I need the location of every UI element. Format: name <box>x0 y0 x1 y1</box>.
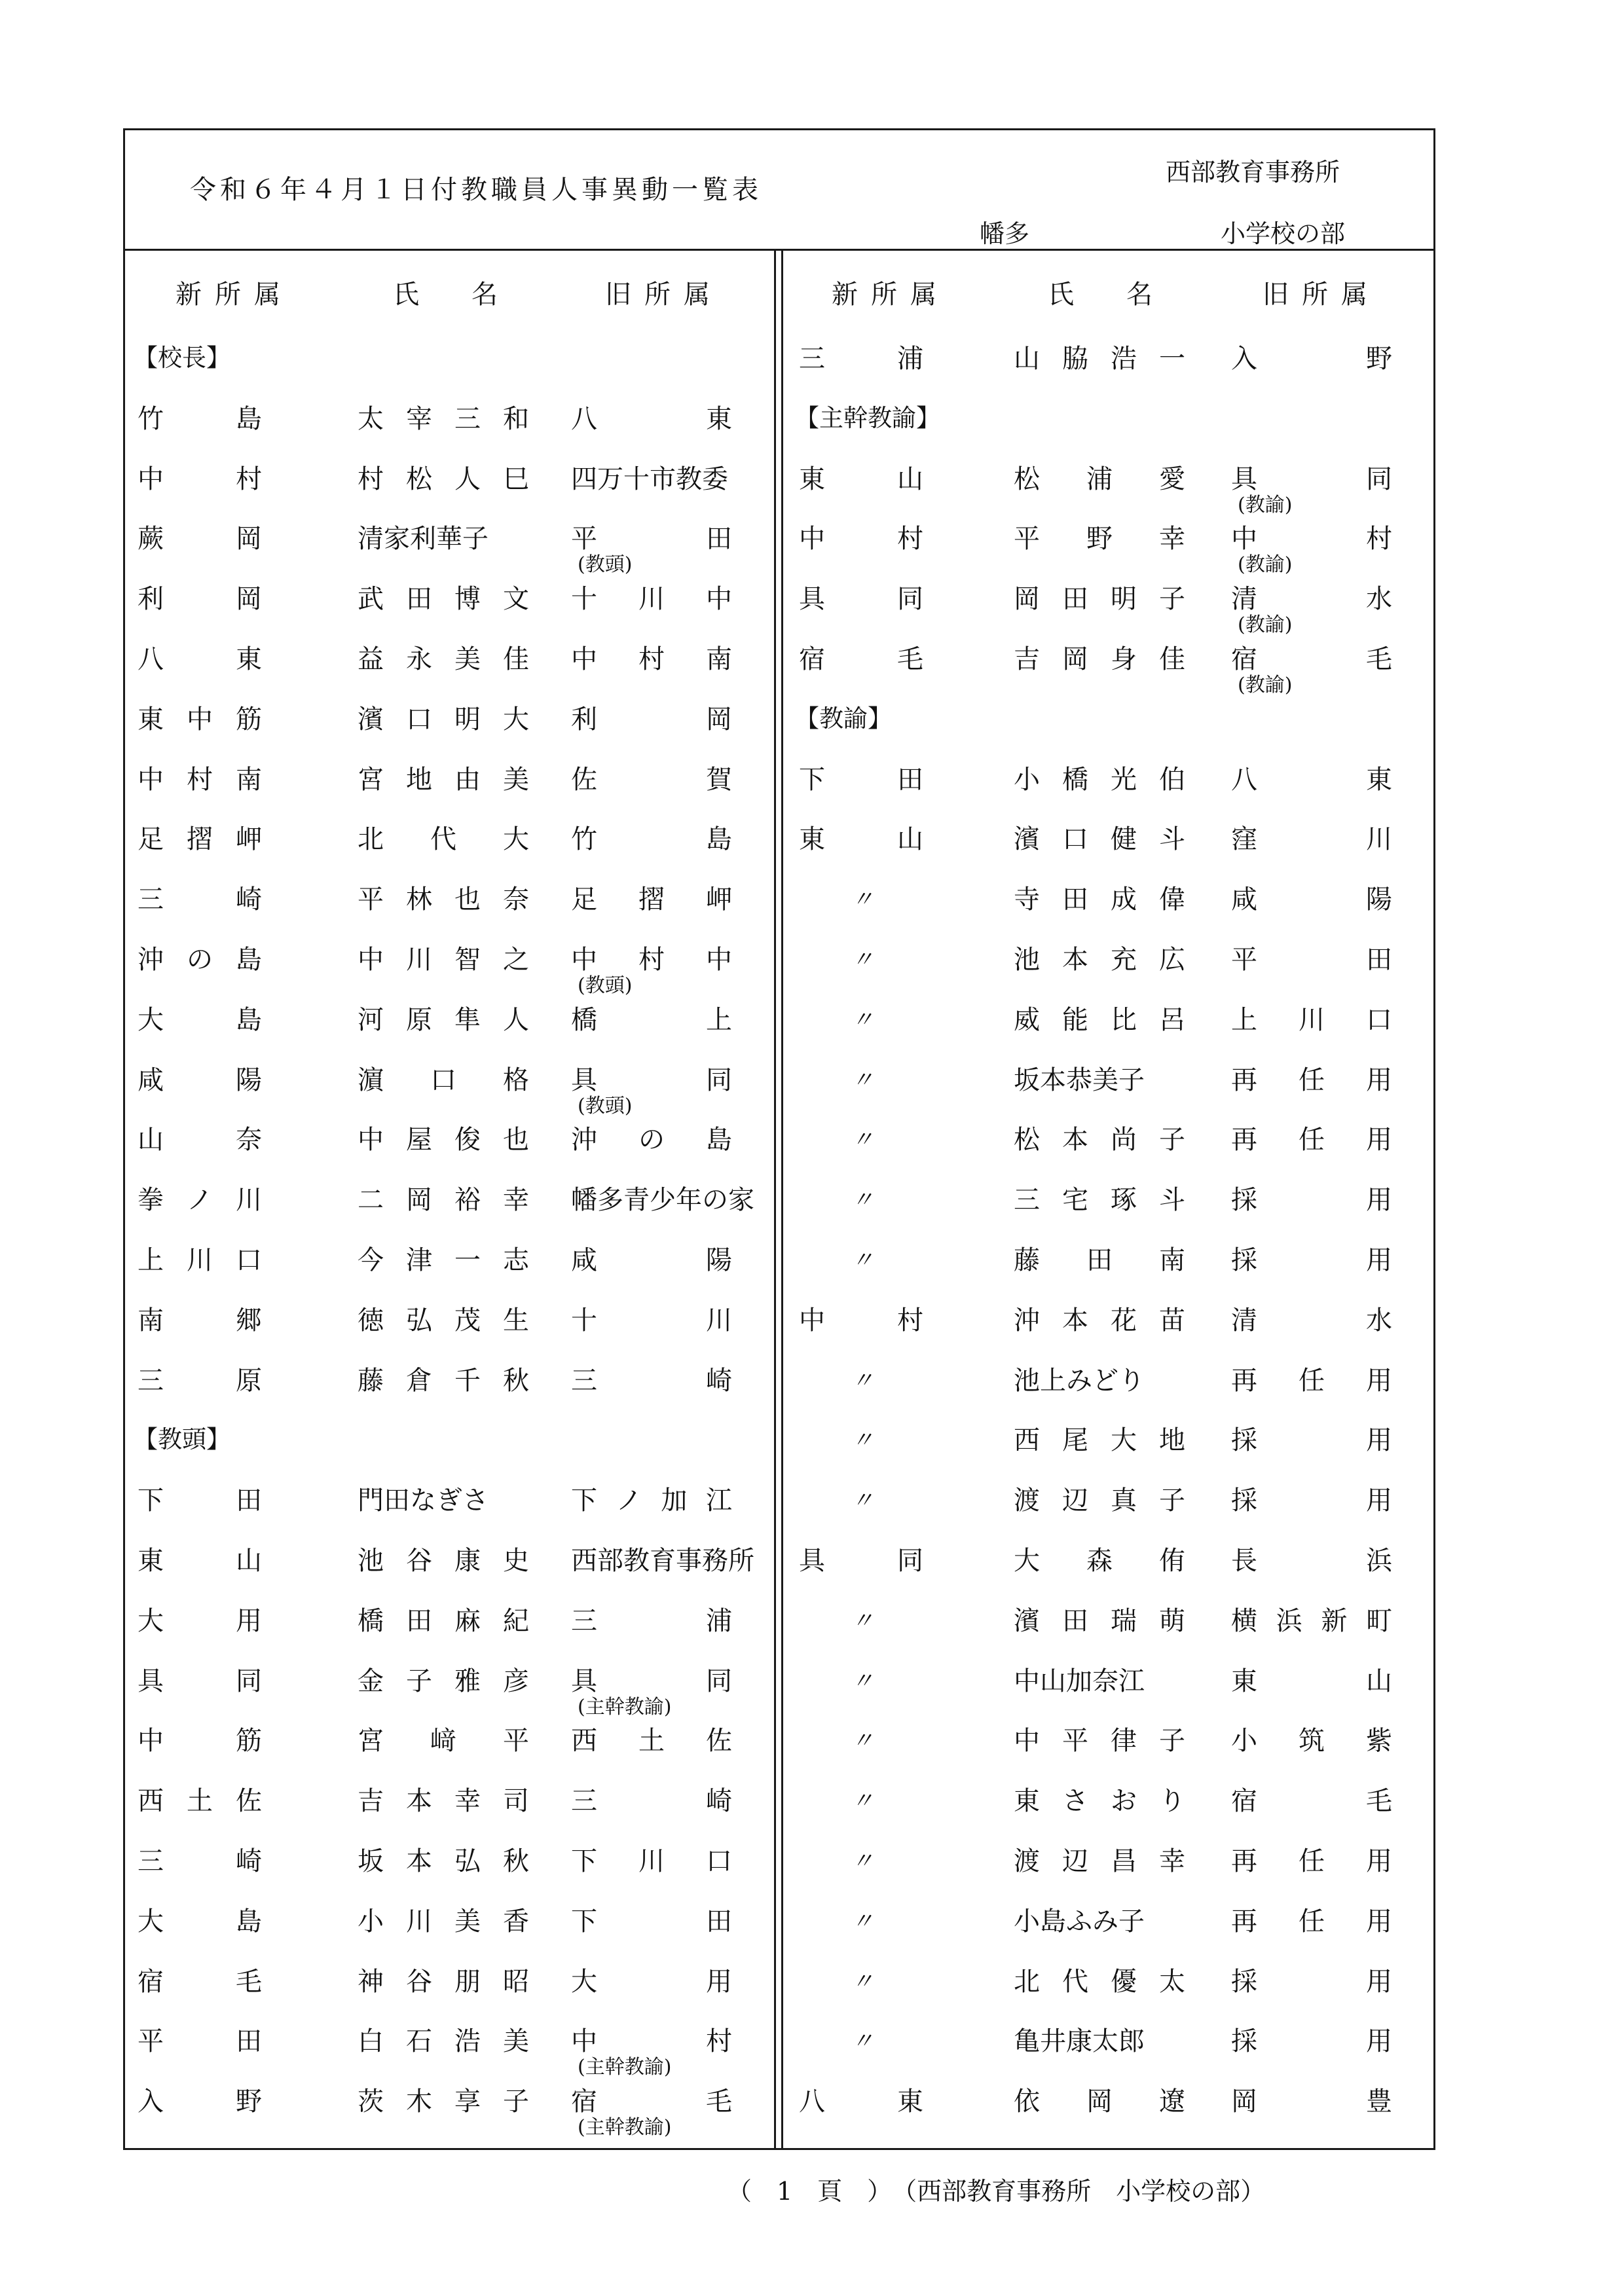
staff-name: 濱 田 瑞 萌 <box>1014 1605 1185 1636</box>
staff-name: 神 谷 朋 昭 <box>358 1966 529 1997</box>
previous-affiliation: 宿 毛 <box>1231 644 1392 674</box>
staff-name: 池上みどり <box>1014 1365 1145 1396</box>
new-affiliation: 竹 島 <box>138 403 262 434</box>
new-affiliation: 〃 <box>851 1247 874 1273</box>
col-header-new: 新所属 <box>832 280 950 310</box>
page-footer: （ 1 頁 ） （西部教育事務所 小学校の部） <box>727 2177 1266 2206</box>
previous-affiliation: 三 浦 <box>571 1605 732 1636</box>
column-divider <box>774 251 776 2150</box>
staff-name: 池 本 充 広 <box>1014 945 1185 975</box>
new-affiliation: 〃 <box>851 1127 874 1154</box>
new-affiliation: 宿 毛 <box>799 644 923 674</box>
staff-name: 東 さ お り <box>1014 1786 1185 1817</box>
new-affiliation: 宿 毛 <box>138 1966 262 1997</box>
col-header-old: 旧所属 <box>1263 280 1380 310</box>
section-heading: 【教頭】 <box>134 1425 231 1454</box>
new-affiliation: 三 浦 <box>799 344 923 374</box>
staff-name: 太 宰 三 和 <box>358 403 529 434</box>
previous-affiliation: 窪 川 <box>1231 824 1392 855</box>
previous-affiliation: 八 東 <box>1231 764 1392 795</box>
staff-name: 大 森 侑 <box>1014 1546 1185 1576</box>
new-affiliation: 平 田 <box>138 2026 262 2057</box>
new-affiliation: 〃 <box>851 1667 874 1694</box>
document-title: 令和６年４月１日付教職員人事異動一覧表 <box>190 175 762 205</box>
new-affiliation: 入 野 <box>138 2086 262 2117</box>
staff-name: 吉 岡 身 佳 <box>1014 644 1185 674</box>
previous-affiliation: 平 田 <box>571 524 732 555</box>
previous-affiliation: 沖 の 島 <box>571 1125 732 1156</box>
staff-name: 依 岡 遼 <box>1014 2086 1185 2117</box>
previous-affiliation: 西 土 佐 <box>571 1726 732 1757</box>
staff-name: 威 能 比 呂 <box>1014 1004 1185 1035</box>
previous-position-note: (教諭) <box>1238 613 1293 637</box>
staff-name: 平 林 也 奈 <box>358 884 529 915</box>
previous-affiliation: 再 任 用 <box>1231 1906 1392 1937</box>
staff-name: 亀井康太郎 <box>1014 2026 1145 2057</box>
staff-name: 門田なぎさ <box>358 1485 489 1516</box>
previous-affiliation: 西部教育事務所 <box>571 1546 754 1576</box>
staff-name: 小 橋 光 伯 <box>1014 764 1185 795</box>
previous-affiliation: 岡 豊 <box>1231 2086 1392 2117</box>
previous-affiliation: 佐 賀 <box>571 764 732 795</box>
new-affiliation: 〃 <box>851 1607 874 1634</box>
col-header-old: 旧所属 <box>605 280 723 310</box>
staff-name: 坂 本 弘 秋 <box>358 1846 529 1876</box>
staff-name: 濵 口 格 <box>358 1065 529 1095</box>
previous-affiliation: 長 浜 <box>1231 1546 1392 1576</box>
new-affiliation: 〃 <box>851 1848 874 1874</box>
previous-affiliation: 咸 陽 <box>1231 884 1392 915</box>
new-affiliation: 下 田 <box>138 1485 262 1516</box>
previous-position-note: (教頭) <box>578 553 633 577</box>
staff-name: 宮 﨑 平 <box>358 1726 529 1757</box>
staff-name: 清家利華子 <box>358 524 489 555</box>
previous-affiliation: 竹 島 <box>571 824 732 855</box>
previous-affiliation: 再 任 用 <box>1231 1065 1392 1095</box>
new-affiliation: 山 奈 <box>138 1125 262 1156</box>
new-affiliation: 蕨 岡 <box>138 524 262 555</box>
previous-affiliation: 四万十市教委 <box>571 464 728 494</box>
previous-position-note: (主幹教諭) <box>578 1695 672 1719</box>
staff-name: 松 本 尚 子 <box>1014 1125 1185 1156</box>
previous-position-note: (教諭) <box>1238 553 1293 577</box>
staff-name: 沖 本 花 苗 <box>1014 1305 1185 1336</box>
new-affiliation: 大 島 <box>138 1004 262 1035</box>
new-affiliation: 〃 <box>851 1487 874 1514</box>
previous-affiliation: 採 用 <box>1231 1966 1392 1997</box>
section-heading: 【校長】 <box>134 344 231 372</box>
new-affiliation: 具 同 <box>799 584 923 615</box>
previous-affiliation: 中 村 中 <box>571 945 732 975</box>
staff-name: 北 代 大 <box>358 824 529 855</box>
new-affiliation: 足 摺 岬 <box>138 824 262 855</box>
previous-position-note: (主幹教諭) <box>578 2116 672 2140</box>
staff-name: 小 川 美 香 <box>358 1906 529 1937</box>
new-affiliation: 中 村 <box>799 524 923 555</box>
previous-affiliation: 横 浜 新 町 <box>1231 1605 1392 1636</box>
new-affiliation: 中 筋 <box>138 1726 262 1757</box>
staff-name: 徳 弘 茂 生 <box>358 1305 529 1336</box>
new-affiliation: 上 川 口 <box>138 1245 262 1275</box>
staff-name: 橋 田 麻 紀 <box>358 1605 529 1636</box>
new-affiliation: 〃 <box>851 1006 874 1033</box>
office-name: 西部教育事務所 <box>1166 158 1340 187</box>
staff-name: 濱 口 健 斗 <box>1014 824 1185 855</box>
staff-name: 三 宅 琢 斗 <box>1014 1185 1185 1216</box>
staff-name: 池 谷 康 史 <box>358 1546 529 1576</box>
new-affiliation: 東 山 <box>799 824 923 855</box>
previous-affiliation: 東 山 <box>1231 1666 1392 1696</box>
previous-affiliation: 具 同 <box>571 1065 732 1095</box>
new-affiliation: 〃 <box>851 1427 874 1454</box>
previous-affiliation: 十 川 <box>571 1305 732 1336</box>
staff-name: 武 田 博 文 <box>358 584 529 615</box>
previous-affiliation: 三 崎 <box>571 1365 732 1396</box>
previous-affiliation: 八 東 <box>571 403 732 434</box>
staff-name: 渡 辺 真 子 <box>1014 1485 1185 1516</box>
staff-name: 益 永 美 佳 <box>358 644 529 674</box>
previous-affiliation: 清 水 <box>1231 584 1392 615</box>
previous-affiliation: 採 用 <box>1231 1185 1392 1216</box>
previous-affiliation: 具 同 <box>571 1666 732 1696</box>
previous-affiliation: 上 川 口 <box>1231 1004 1392 1035</box>
staff-name: 中 川 智 之 <box>358 945 529 975</box>
staff-name: 西 尾 大 地 <box>1014 1425 1185 1456</box>
new-affiliation: 三 崎 <box>138 1846 262 1876</box>
previous-affiliation: 中 村 南 <box>571 644 732 674</box>
new-affiliation: 沖 の 島 <box>138 945 262 975</box>
new-affiliation: 〃 <box>851 1367 874 1394</box>
new-affiliation: 利 岡 <box>138 584 262 615</box>
new-affiliation: 〃 <box>851 1728 874 1755</box>
previous-affiliation: 利 岡 <box>571 704 732 735</box>
new-affiliation: 中 村 <box>138 464 262 494</box>
new-affiliation: 拳 ノ 川 <box>138 1185 262 1216</box>
new-affiliation: 大 島 <box>138 1906 262 1937</box>
new-affiliation: 南 郷 <box>138 1305 262 1336</box>
previous-affiliation: 入 野 <box>1231 344 1392 374</box>
previous-affiliation: 咸 陽 <box>571 1245 732 1275</box>
section-heading: 【主幹教諭】 <box>795 403 940 432</box>
new-affiliation: 八 東 <box>138 644 262 674</box>
previous-affiliation: 橋 上 <box>571 1004 732 1035</box>
school-label: 幡多 <box>980 219 1030 248</box>
staff-name: 渡 辺 昌 幸 <box>1014 1846 1185 1876</box>
staff-name: 今 津 一 志 <box>358 1245 529 1275</box>
previous-affiliation: 宿 毛 <box>571 2086 732 2117</box>
staff-name: 茨 木 享 子 <box>358 2086 529 2117</box>
previous-affiliation: 採 用 <box>1231 1245 1392 1275</box>
new-affiliation: 咸 陽 <box>138 1065 262 1095</box>
previous-affiliation: 採 用 <box>1231 1485 1392 1516</box>
column-divider-double <box>781 251 783 2150</box>
previous-affiliation: 再 任 用 <box>1231 1125 1392 1156</box>
staff-name: 藤 田 南 <box>1014 1245 1185 1275</box>
staff-name: 小島ふみ子 <box>1014 1906 1145 1937</box>
new-affiliation: 〃 <box>851 886 874 913</box>
staff-name: 寺 田 成 偉 <box>1014 884 1185 915</box>
previous-affiliation: 採 用 <box>1231 2026 1392 2057</box>
previous-affiliation: 中 村 <box>1231 524 1392 555</box>
previous-affiliation: 宿 毛 <box>1231 1786 1392 1817</box>
previous-affiliation: 大 用 <box>571 1966 732 1997</box>
previous-position-note: (教頭) <box>578 974 633 997</box>
new-affiliation: 東 中 筋 <box>138 704 262 735</box>
section-heading: 【教諭】 <box>795 704 892 733</box>
new-affiliation: 〃 <box>851 1788 874 1815</box>
staff-name: 岡 田 明 子 <box>1014 584 1185 615</box>
new-affiliation: 三 原 <box>138 1365 262 1396</box>
staff-name: 山 脇 浩 一 <box>1014 344 1185 374</box>
staff-name: 二 岡 裕 幸 <box>358 1185 529 1216</box>
staff-name: 村 松 人 巳 <box>358 464 529 494</box>
previous-affiliation: 下 田 <box>571 1906 732 1937</box>
staff-name: 北 代 優 太 <box>1014 1966 1185 1997</box>
staff-name: 中 平 律 子 <box>1014 1726 1185 1757</box>
staff-name: 平 野 幸 <box>1014 524 1185 555</box>
staff-name: 松 浦 愛 <box>1014 464 1185 494</box>
new-affiliation: 東 山 <box>799 464 923 494</box>
previous-position-note: (教諭) <box>1238 493 1293 517</box>
new-affiliation: 東 山 <box>138 1546 262 1576</box>
staff-name: 金 子 雅 彦 <box>358 1666 529 1696</box>
col-header-name: 氏 名 <box>393 280 511 310</box>
previous-affiliation: 平 田 <box>1231 945 1392 975</box>
new-affiliation: 中 村 南 <box>138 764 262 795</box>
staff-name: 藤 倉 千 秋 <box>358 1365 529 1396</box>
new-affiliation: 中 村 <box>799 1305 923 1336</box>
new-affiliation: 具 同 <box>138 1666 262 1696</box>
new-affiliation: 〃 <box>851 1968 874 1995</box>
previous-affiliation: 清 水 <box>1231 1305 1392 1336</box>
staff-name: 濱 口 明 大 <box>358 704 529 735</box>
col-header-new: 新所属 <box>175 280 293 310</box>
new-affiliation: 下 田 <box>799 764 923 795</box>
previous-affiliation: 足 摺 岬 <box>571 884 732 915</box>
new-affiliation: 西 土 佐 <box>138 1786 262 1817</box>
previous-position-note: (教頭) <box>578 1094 633 1118</box>
previous-affiliation: 再 任 用 <box>1231 1846 1392 1876</box>
previous-affiliation: 再 任 用 <box>1231 1365 1392 1396</box>
staff-name: 中山加奈江 <box>1014 1666 1145 1696</box>
previous-affiliation: 下 ノ 加 江 <box>571 1485 732 1516</box>
previous-affiliation: 十 川 中 <box>571 584 732 615</box>
previous-affiliation: 採 用 <box>1231 1425 1392 1456</box>
previous-affiliation: 三 崎 <box>571 1786 732 1817</box>
col-header-name: 氏 名 <box>1048 280 1166 310</box>
previous-affiliation: 下 川 口 <box>571 1846 732 1876</box>
staff-name: 中 屋 俊 也 <box>358 1125 529 1156</box>
new-affiliation: 〃 <box>851 1187 874 1214</box>
staff-name: 宮 地 由 美 <box>358 764 529 795</box>
new-affiliation: 具 同 <box>799 1546 923 1576</box>
new-affiliation: 〃 <box>851 1908 874 1935</box>
previous-affiliation: 小 筑 紫 <box>1231 1726 1392 1757</box>
staff-name: 白 石 浩 美 <box>358 2026 529 2057</box>
previous-affiliation: 幡多青少年の家 <box>571 1185 754 1216</box>
previous-position-note: (主幹教諭) <box>578 2056 672 2079</box>
new-affiliation: 〃 <box>851 2028 874 2055</box>
staff-name: 坂本恭美子 <box>1014 1065 1145 1095</box>
staff-name: 河 原 隼 人 <box>358 1004 529 1035</box>
previous-position-note: (教諭) <box>1238 674 1293 697</box>
new-affiliation: 〃 <box>851 1066 874 1093</box>
new-affiliation: 三 崎 <box>138 884 262 915</box>
new-affiliation: 八 東 <box>799 2086 923 2117</box>
new-affiliation: 〃 <box>851 947 874 973</box>
new-affiliation: 大 用 <box>138 1605 262 1636</box>
previous-affiliation: 中 村 <box>571 2026 732 2057</box>
department-label: 小学校の部 <box>1221 219 1346 248</box>
previous-affiliation: 具 同 <box>1231 464 1392 494</box>
staff-name: 吉 本 幸 司 <box>358 1786 529 1817</box>
